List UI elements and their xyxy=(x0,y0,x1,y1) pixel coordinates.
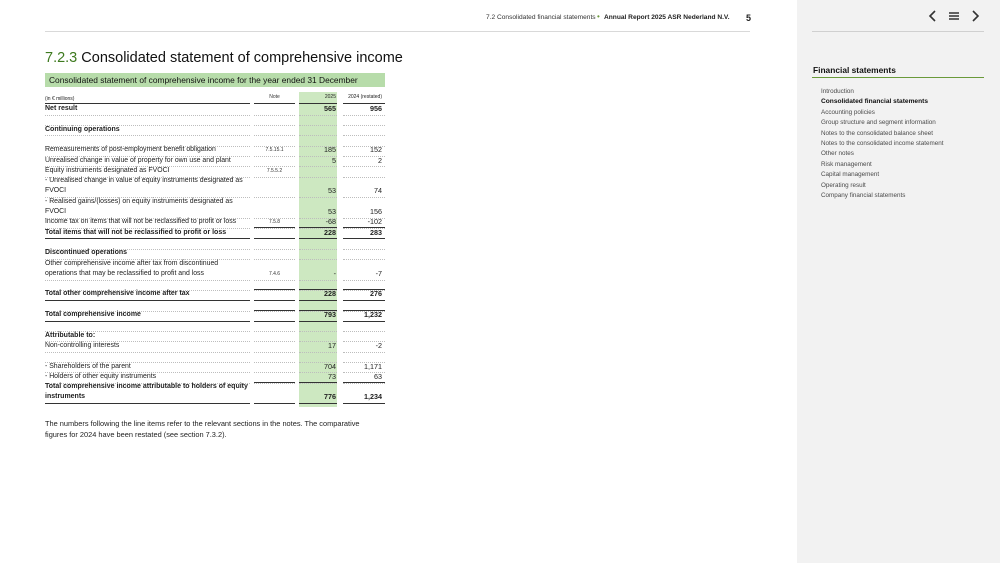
row-value-2025: -68 xyxy=(325,217,336,227)
row-value-2024: -102 xyxy=(367,217,382,227)
row-value-2025: 5 xyxy=(332,155,336,165)
row-value-2025: 704 xyxy=(324,361,336,371)
row-separator xyxy=(254,300,295,301)
row-separator xyxy=(254,259,295,260)
chevron-left-icon xyxy=(926,9,940,23)
row-separator xyxy=(299,259,337,260)
row-separator xyxy=(254,341,295,342)
row-separator xyxy=(299,383,337,384)
header-separator: • xyxy=(597,12,600,21)
row-separator xyxy=(299,280,337,281)
row-value-2024: 283 xyxy=(370,227,382,237)
row-separator xyxy=(45,352,250,353)
sidebar xyxy=(797,0,1000,563)
toc-item[interactable]: Accounting policies xyxy=(821,108,875,116)
row-separator xyxy=(343,280,385,281)
row-label: - Realised gains/(losses) on equity instruments designated as FVOCI xyxy=(45,197,233,215)
row-separator xyxy=(45,135,250,136)
row-separator xyxy=(254,352,295,353)
year-2025-header: 2025 xyxy=(324,94,336,100)
banner-text: Consolidated statement of comprehensive income for the year ended 31 December xyxy=(49,75,358,85)
total-top-rule xyxy=(343,227,385,228)
row-separator xyxy=(299,166,337,167)
section-title: Consolidated statement of comprehensive income xyxy=(81,50,403,66)
row-label: Net result xyxy=(45,105,78,112)
row-separator xyxy=(299,403,337,404)
toc-item[interactable]: Capital management xyxy=(821,171,880,179)
row-separator xyxy=(254,249,295,250)
row-value-2024: 1,234 xyxy=(364,392,382,402)
row-label: Continuing operations xyxy=(45,125,120,133)
row-separator xyxy=(254,362,295,363)
row-value-2025: 793 xyxy=(324,310,336,319)
row-separator xyxy=(343,300,385,301)
row-separator xyxy=(299,125,337,126)
row-label: - Shareholders of the parent xyxy=(45,362,131,370)
sidebar-title: Financial statements xyxy=(813,65,896,75)
row-note[interactable]: 7.5.8 xyxy=(268,219,281,226)
toc-item[interactable]: Risk management xyxy=(821,160,872,168)
row-note[interactable]: 7.5.15.1 xyxy=(265,147,284,154)
row-value-2025: 17 xyxy=(328,340,336,350)
row-label: Unrealised change in value of property for own use and plant xyxy=(45,156,231,164)
row-label: Total comprehensive income xyxy=(45,311,141,318)
row-separator xyxy=(254,383,295,384)
row-value-2024: 1,171 xyxy=(364,361,382,371)
row-separator xyxy=(343,259,385,260)
page-number: 5 xyxy=(746,13,752,23)
row-value-2024: 63 xyxy=(374,371,382,381)
row-separator xyxy=(343,135,385,136)
row-separator xyxy=(254,311,295,312)
row-separator xyxy=(343,166,385,167)
row-value-2024: 74 xyxy=(374,186,382,196)
row-label: Income tax on items that will not be reclassified to profit or loss xyxy=(45,218,237,226)
total-top-rule xyxy=(299,310,337,311)
total-top-rule xyxy=(299,227,337,228)
row-separator xyxy=(254,228,295,229)
toc-item[interactable]: Company financial statements xyxy=(821,192,906,200)
total-top-rule xyxy=(254,310,295,311)
row-separator xyxy=(343,249,385,250)
row-note[interactable]: 7.4.6 xyxy=(268,270,281,277)
row-separator xyxy=(254,156,295,157)
menu-button[interactable] xyxy=(947,9,961,23)
row-separator xyxy=(343,352,385,353)
row-separator xyxy=(254,280,295,281)
row-label: Attributable to: xyxy=(45,331,96,339)
chevron-right-icon xyxy=(968,9,982,23)
row-separator xyxy=(45,403,250,404)
row-label: Total items that will not be reclassified to profit or loss xyxy=(45,228,227,236)
sidebar-divider xyxy=(812,31,984,32)
row-separator xyxy=(254,177,295,178)
row-separator xyxy=(299,249,337,250)
row-value-2025: 73 xyxy=(328,371,336,381)
toc-item[interactable]: Notes to the consolidated balance sheet xyxy=(821,129,934,137)
row-separator xyxy=(299,177,337,178)
row-separator xyxy=(299,352,337,353)
row-label: Total other comprehensive income after tax xyxy=(45,290,190,298)
row-label: Other comprehensive income after tax from discontinued operations that may be reclassified to profit and loss xyxy=(45,259,219,277)
row-label: - Unrealised change in value of equity instruments designated as FVOCI xyxy=(45,177,243,195)
statement-banner xyxy=(45,73,385,87)
row-label: Remeasurements of post-employment benefit obligation xyxy=(45,146,216,154)
row-value-2025: 185 xyxy=(324,145,336,155)
previous-page-button[interactable] xyxy=(926,9,940,23)
toc-item[interactable]: Notes to the consolidated income statement xyxy=(821,140,944,148)
row-separator xyxy=(254,372,295,373)
row-note[interactable]: 7.5.5.2 xyxy=(266,167,283,174)
row-value-2024: 156 xyxy=(370,206,382,216)
row-separator xyxy=(45,321,250,322)
row-value-2024: -7 xyxy=(375,268,382,278)
total-top-rule xyxy=(343,310,385,311)
note-header: Note xyxy=(269,94,280,100)
total-top-rule xyxy=(299,382,337,383)
toc-item[interactable]: Other notes xyxy=(821,150,854,158)
row-value-2025: 53 xyxy=(328,206,336,216)
row-separator xyxy=(343,321,385,322)
unit-label: (in € millions) xyxy=(45,96,75,102)
row-separator xyxy=(254,321,295,322)
row-value-2025: 776 xyxy=(324,392,336,402)
row-separator xyxy=(45,300,250,301)
row-separator xyxy=(299,197,337,198)
row-value-2025: - xyxy=(333,268,336,278)
row-value-2024: 276 xyxy=(370,289,382,299)
row-value-2024: 152 xyxy=(370,145,382,155)
row-separator xyxy=(254,238,295,239)
row-separator xyxy=(343,331,385,332)
toc-item[interactable]: Group structure and segment information xyxy=(821,119,936,127)
toc-item[interactable]: Introduction xyxy=(821,88,854,95)
row-value-2024: 2 xyxy=(378,155,382,165)
toc-item[interactable]: Operating result xyxy=(821,181,866,189)
row-separator xyxy=(254,115,295,116)
row-separator xyxy=(343,238,385,239)
row-separator xyxy=(299,300,337,301)
menu-icon xyxy=(947,9,961,23)
footnote: The numbers following the line items refer to the relevant sections in the notes. The comparative figures for 2024 have been restated (see section 7.3.2). xyxy=(45,419,360,439)
row-label: Equity instruments designated as FVOCI xyxy=(45,166,170,174)
row-separator xyxy=(45,280,250,281)
page-title xyxy=(45,50,403,66)
header-section[interactable]: 7.2 Consolidated financial statements xyxy=(486,14,596,21)
sidebar-title-rule xyxy=(812,77,984,78)
row-value-2024: -2 xyxy=(375,340,382,350)
row-separator xyxy=(343,177,385,178)
section-number: 7.2.3 xyxy=(45,50,78,66)
row-value-2025: 565 xyxy=(324,104,336,113)
row-separator xyxy=(45,115,250,116)
row-label: Non-controlling interests xyxy=(45,341,120,349)
total-top-rule xyxy=(254,382,295,383)
row-separator xyxy=(299,115,337,116)
row-value-2025: 228 xyxy=(324,289,336,299)
total-top-rule xyxy=(343,289,385,290)
row-separator xyxy=(343,383,385,384)
row-separator xyxy=(299,321,337,322)
total-top-rule xyxy=(343,382,385,383)
row-separator xyxy=(343,403,385,404)
row-value-2024: 1,232 xyxy=(364,310,382,319)
row-separator xyxy=(343,125,385,126)
row-separator xyxy=(254,125,295,126)
row-separator xyxy=(299,331,337,332)
row-separator xyxy=(343,197,385,198)
row-separator xyxy=(254,290,295,291)
next-page-button[interactable] xyxy=(968,9,982,23)
row-value-2025: 53 xyxy=(328,186,336,196)
row-separator xyxy=(45,238,250,239)
total-top-rule xyxy=(254,227,295,228)
row-value-2025: 228 xyxy=(324,227,336,237)
row-separator xyxy=(343,115,385,116)
row-label: Discontinued operations xyxy=(45,249,128,257)
header-rule xyxy=(254,103,295,104)
row-label: - Holders of other equity instruments xyxy=(45,372,157,380)
row-separator xyxy=(299,135,337,136)
total-top-rule xyxy=(254,289,295,290)
row-label: Total comprehensive income attributable to holders of equity instruments xyxy=(45,383,248,401)
year-2024-header: 2024 (restated) xyxy=(348,94,382,100)
total-top-rule xyxy=(299,289,337,290)
row-separator xyxy=(254,197,295,198)
row-separator xyxy=(254,331,295,332)
table-of-contents xyxy=(821,87,986,201)
toc-item[interactable]: Consolidated financial statements xyxy=(821,98,928,106)
header-divider xyxy=(45,31,750,32)
row-separator xyxy=(299,238,337,239)
header-report-title: Annual Report 2025 ASR Nederland N.V. xyxy=(604,14,730,21)
row-separator xyxy=(254,403,295,404)
row-separator xyxy=(254,135,295,136)
row-value-2024: 956 xyxy=(370,104,382,113)
